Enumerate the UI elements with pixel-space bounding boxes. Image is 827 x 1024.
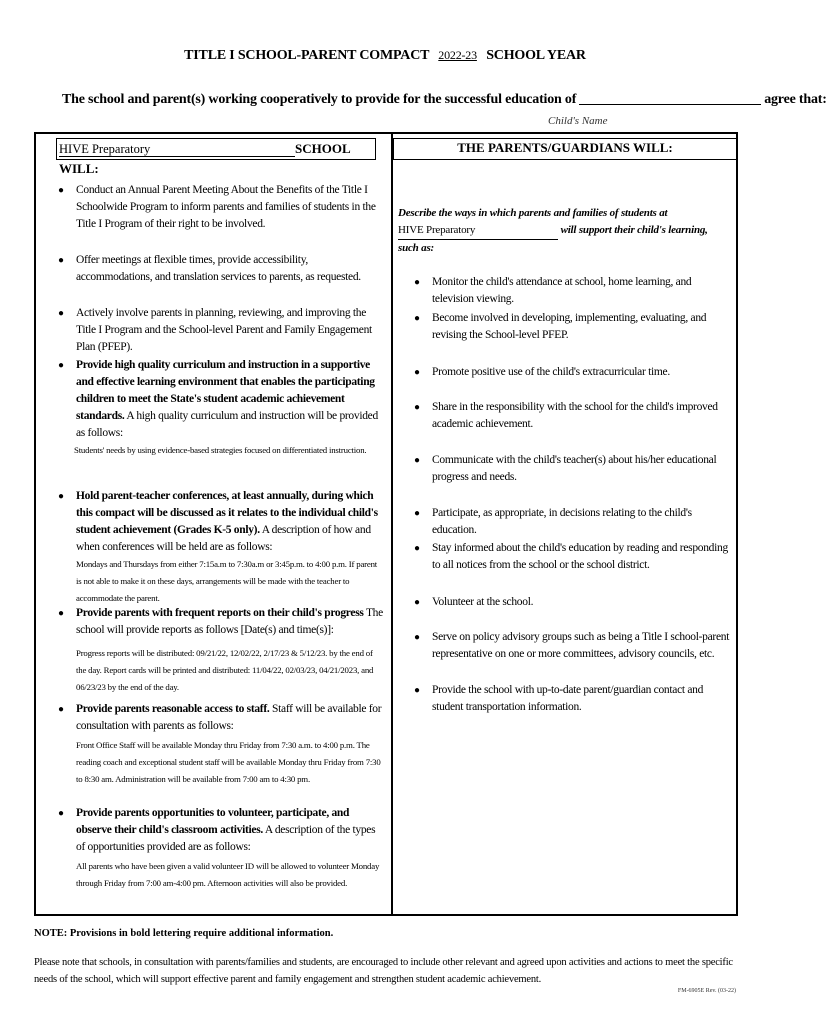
item-text: A description of how and when conferences will be held are as follows: — [76, 524, 371, 553]
item-text: Provide the school with up-to-date parent/guardian contact and student transportation information. — [432, 684, 704, 713]
item-text: Monitor the child's attendance at school, home learning, and television viewing. — [432, 276, 692, 305]
parent-item — [414, 399, 732, 433]
child-name-field[interactable] — [579, 104, 761, 105]
parent-item — [414, 310, 732, 344]
item-text: Staff will be available for consultation with parents as follows: — [76, 703, 382, 732]
parent-item — [414, 682, 732, 716]
school-item — [58, 488, 384, 607]
item-bold: Hold parent-teacher conferences, at least annually, during which this compact will be discussed as it relates to the individual child's student achievement (Grades K-5 only). — [76, 490, 378, 536]
item-text: Conduct an Annual Parent Meeting About the Benefits of the Title I Schoolwide Program to inform parents and families of students in the Title I Program of their right to be involved. — [76, 184, 376, 230]
item-text: Participate, as appropriate, in decisions relating to the child's education. — [432, 507, 692, 536]
school-item — [58, 605, 384, 696]
parents-intro — [398, 205, 728, 257]
school-will-header — [56, 138, 376, 176]
intro-line — [62, 92, 827, 108]
bullet-icon: ● — [58, 360, 64, 371]
document-title — [0, 48, 770, 64]
parent-item — [414, 364, 732, 381]
item-text: Share in the responsibility with the school for the child's improved academic achievement. — [432, 401, 718, 430]
item-text: Communicate with the child's teacher(s) about his/her educational progress and needs. — [432, 454, 717, 483]
item-text: Offer meetings at flexible times, provide accessibility, accommodations, and translation services to parents, as requested. — [76, 254, 361, 283]
form-id: FM-6905E Rev. (03-22) — [677, 988, 736, 994]
school-will-label: SCHOOL WILL: — [59, 141, 350, 176]
bullet-icon: ● — [58, 255, 64, 266]
bold-note: NOTE: Provisions in bold lettering require additional information. — [34, 928, 334, 939]
parent-item — [414, 274, 732, 308]
bullet-icon: ● — [414, 597, 420, 608]
bullet-icon: ● — [414, 455, 420, 466]
item-text: Become involved in developing, implementing, evaluating, and revising the School-level PFEP. — [432, 312, 707, 341]
intro-text: The school and parent(s) working cooperatively to provide for the successful education of — [62, 92, 577, 107]
school-item — [58, 252, 384, 286]
school-item — [58, 357, 384, 459]
bullet-icon: ● — [414, 508, 420, 519]
parent-item — [414, 594, 732, 611]
bullet-icon: ● — [58, 608, 64, 619]
column-divider — [391, 132, 393, 916]
item-detail-field[interactable]: Progress reports will be distributed: 09/21/22, 12/02/22, 2/17/23 & 5/12/23. by the end of the day. Report cards will be printed and distributed: 11/04/22, 02/03/23, 04/21/2023, and 06/23/23 by the end of the day. — [76, 648, 374, 692]
item-text: Volunteer at the school. — [432, 596, 534, 608]
bullet-icon: ● — [414, 632, 420, 643]
item-text: A high quality curriculum and instruction will be provided as follows: — [76, 410, 378, 439]
parent-item — [414, 629, 732, 663]
item-detail-field[interactable]: Mondays and Thursdays from either 7:15a.m to 7:30a.m or 3:45p.m. to 4:00 p.m. If parent is not able to make it on these days, arrangements will be made with the teacher to accommodate the parent. — [76, 559, 378, 603]
describe-line-2: will support their child's learning, such as: — [398, 224, 708, 254]
bullet-icon: ● — [414, 543, 420, 554]
child-name-label: Child's Name — [548, 115, 608, 127]
bullet-icon: ● — [414, 313, 420, 324]
school-year-field[interactable]: 2022-23 — [438, 48, 477, 62]
item-detail-field[interactable]: Front Office Staff will be available Monday thru Friday from 7:30 a.m. to 4:00 p.m. The reading coach and exceptional student staff will be available Monday thru Friday from 7:30 to 8:30 am. Administration will be available from 7:00 am to 4:30 pm. — [76, 740, 381, 784]
item-text: Promote positive use of the child's extracurricular time. — [432, 366, 670, 378]
title-prefix: TITLE I SCHOOL-PARENT COMPACT — [184, 48, 429, 63]
bullet-icon: ● — [58, 704, 64, 715]
item-bold: Provide parents reasonable access to staff. — [76, 703, 270, 715]
bullet-icon: ● — [414, 685, 420, 696]
bullet-icon: ● — [414, 277, 420, 288]
item-detail-field[interactable]: Students' needs by using evidence-based strategies focused on differentiated instruction. — [74, 445, 367, 455]
parents-will-header: THE PARENTS/GUARDIANS WILL: — [393, 138, 737, 160]
school-item — [58, 182, 384, 233]
item-bold: Provide parents with frequent reports on their child's progress — [76, 607, 364, 619]
describe-line-1: Describe the ways in which parents and families of students at — [398, 207, 668, 219]
school-item — [58, 805, 384, 892]
title-suffix: SCHOOL YEAR — [486, 48, 586, 63]
item-text: Serve on policy advisory groups such as being a Title I school-parent representative on one or more committees, advisory councils, etc. — [432, 631, 730, 660]
bullet-icon: ● — [414, 402, 420, 413]
intro-suffix: agree that: — [764, 92, 827, 107]
bullet-icon: ● — [58, 308, 64, 319]
item-detail-field[interactable]: All parents who have been given a valid volunteer ID will be allowed to volunteer Monday through Friday from 7:00 am-4:00 pm. Afternoon activities will also be provided. — [76, 861, 380, 888]
parent-item — [414, 505, 732, 539]
parent-item — [414, 540, 732, 574]
please-note-paragraph: Please note that schools, in consultation with parents/families and students, are encouraged to include other relevant and agreed upon activities and actions to meet the specific needs of the school, which will support effective parent and family engagement and strengthen student academic achievement. — [34, 957, 733, 985]
school-item — [58, 305, 384, 356]
item-text: Actively involve parents in planning, reviewing, and improving the Title I Program and the School-level Parent and Family Engagement Plan (PFEP). — [76, 307, 372, 353]
item-text: Stay informed about the child's education by reading and responding to all notices from the school or the school district. — [432, 542, 728, 571]
item-text: A description of the types of opportunities provided are as follows: — [76, 824, 376, 853]
parents-school-name-field[interactable]: HIVE Preparatory — [398, 222, 558, 240]
item-text: The school will provide reports as follows [Date(s) and time(s)]: — [76, 607, 383, 636]
item-bold: Provide parents opportunities to volunteer, participate, and observe their child's classroom activities. — [76, 807, 350, 836]
school-name-field[interactable]: HIVE Preparatory — [59, 142, 295, 157]
school-item — [58, 701, 384, 788]
parent-item — [414, 452, 732, 486]
bullet-icon: ● — [414, 367, 420, 378]
bullet-icon: ● — [58, 808, 64, 819]
bullet-icon: ● — [58, 491, 64, 502]
item-bold: Provide high quality curriculum and instruction in a supportive and effective learning environment that enables the participating children to meet the State's student academic achievement standards. — [76, 359, 375, 422]
bullet-icon: ● — [58, 185, 64, 196]
